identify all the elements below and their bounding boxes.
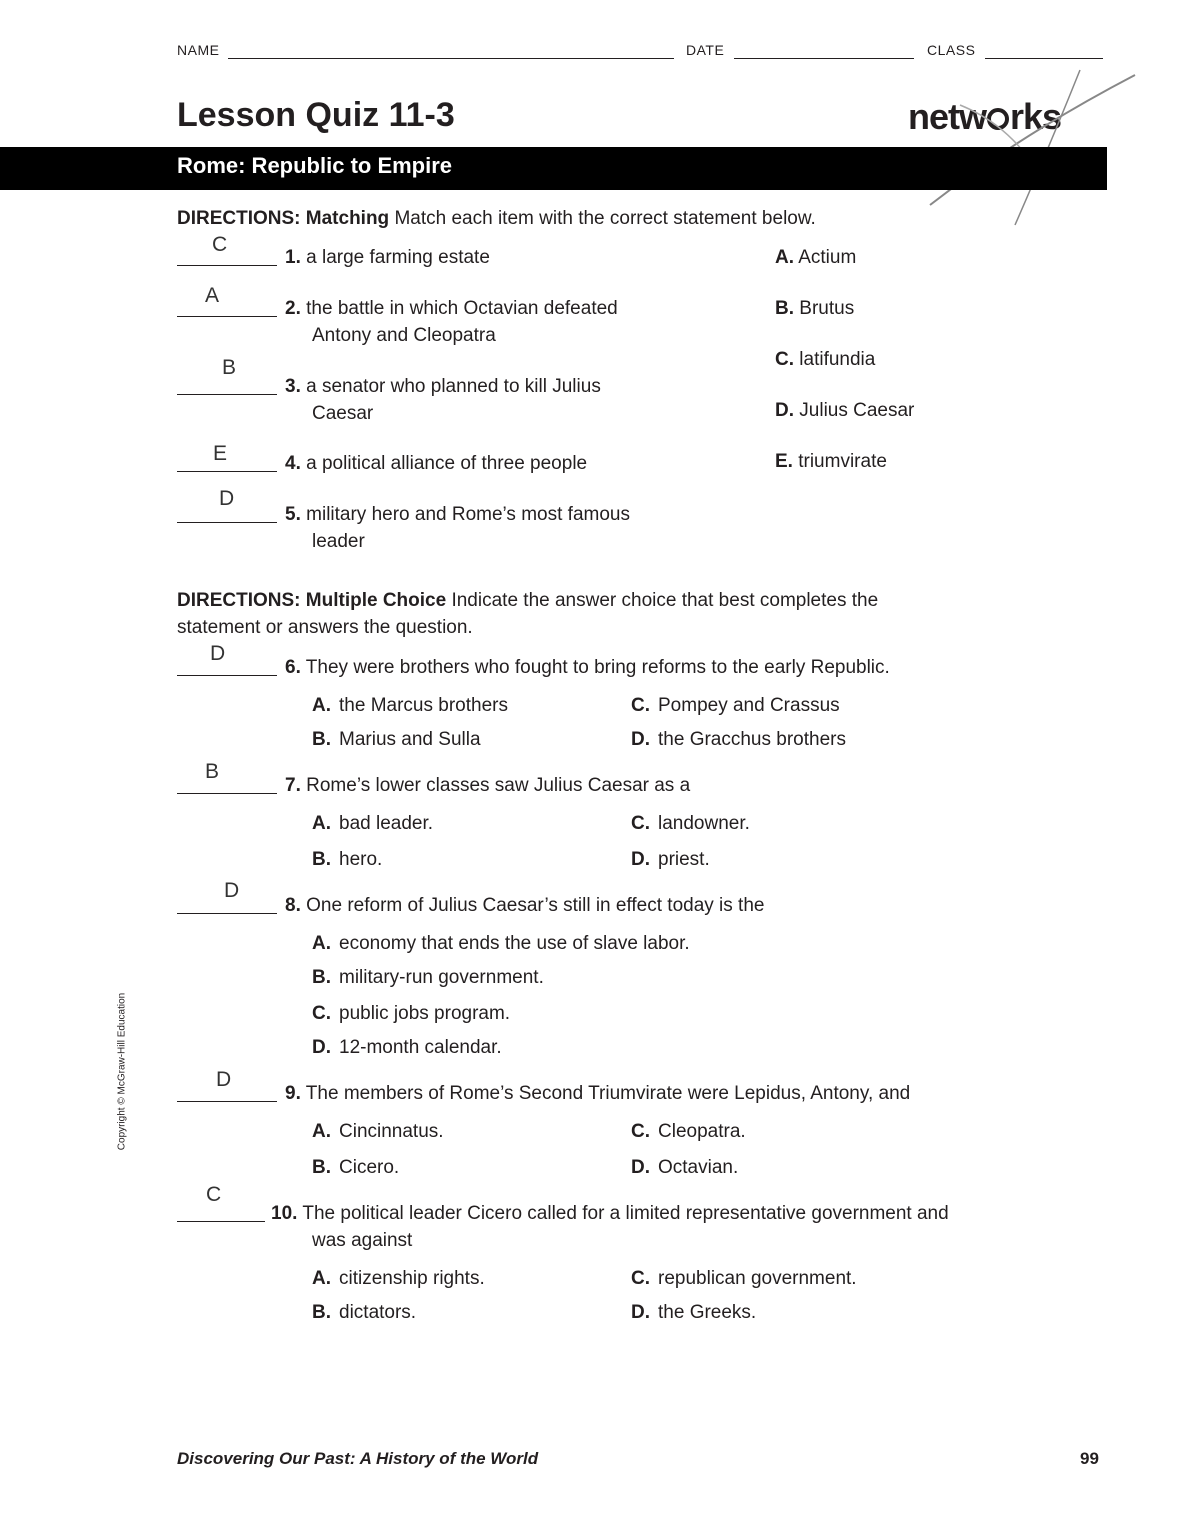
answer-1: C bbox=[212, 233, 228, 256]
q6-option-d: D. the Gracchus brothers bbox=[631, 729, 846, 750]
q6-option-a: A. the Marcus brothers bbox=[312, 695, 508, 716]
matching-directions: DIRECTIONS: Matching Match each item with the correct statement below. bbox=[177, 208, 816, 229]
match-item-5: 5. military hero and Rome’s most famous bbox=[285, 504, 630, 525]
networks-logo: netw rks bbox=[908, 96, 1062, 137]
question-10-cont: was against bbox=[312, 1230, 413, 1251]
answer-blank-9[interactable] bbox=[177, 1101, 277, 1102]
answer-5: D bbox=[219, 487, 235, 510]
match-item-2-cont: Antony and Cleopatra bbox=[312, 325, 496, 346]
answer-blank-3[interactable] bbox=[177, 394, 277, 395]
q10-option-d: D. the Greeks. bbox=[631, 1302, 757, 1323]
answer-3: B bbox=[222, 356, 237, 379]
question-9: 9. The members of Rome’s Second Triumvirate were Lepidus, Antony, and bbox=[285, 1083, 911, 1104]
banner-title: Rome: Republic to Empire bbox=[177, 153, 453, 178]
answer-4: E bbox=[213, 442, 228, 465]
book-title: Discovering Our Past: A History of the World bbox=[177, 1449, 539, 1468]
answer-10: C bbox=[206, 1183, 222, 1206]
mc-directions: DIRECTIONS: Multiple Choice Indicate the answer choice that best completes the bbox=[177, 590, 879, 611]
class-field[interactable] bbox=[985, 58, 1103, 59]
q9-option-d: D. Octavian. bbox=[631, 1157, 739, 1178]
answer-7: B bbox=[205, 760, 220, 783]
answer-6: D bbox=[210, 642, 226, 665]
mc-directions-cont: statement or answers the question. bbox=[177, 617, 473, 638]
question-8: 8. One reform of Julius Caesar’s still in effect today is the bbox=[285, 895, 765, 916]
date-label: DATE bbox=[686, 42, 725, 58]
match-item-3: 3. a senator who planned to kill Julius bbox=[285, 376, 601, 397]
question-10: 10. The political leader Cicero called for a limited representative government and bbox=[271, 1203, 949, 1224]
date-field[interactable] bbox=[734, 58, 914, 59]
name-label: NAME bbox=[177, 42, 220, 58]
q9-option-b: B. Cicero. bbox=[312, 1157, 400, 1178]
q8-option-d: D. 12-month calendar. bbox=[312, 1037, 502, 1058]
q8-option-b: B. military-run government. bbox=[312, 967, 544, 988]
name-field[interactable] bbox=[228, 58, 674, 59]
match-choice-d: D. Julius Caesar bbox=[775, 400, 915, 421]
q7-option-b: B. hero. bbox=[312, 849, 383, 870]
answer-blank-5[interactable] bbox=[177, 522, 277, 523]
match-item-1: 1. a large farming estate bbox=[285, 247, 490, 268]
title-banner bbox=[0, 147, 1107, 190]
match-item-3-cont: Caesar bbox=[312, 403, 374, 424]
q9-option-a: A. Cincinnatus. bbox=[312, 1121, 444, 1142]
answer-blank-8[interactable] bbox=[177, 913, 277, 914]
match-choice-e: E. triumvirate bbox=[775, 451, 887, 472]
q10-option-b: B. dictators. bbox=[312, 1302, 417, 1323]
q6-option-b: B. Marius and Sulla bbox=[312, 729, 481, 750]
q7-option-a: A. bad leader. bbox=[312, 813, 434, 834]
q9-option-c: C. Cleopatra. bbox=[631, 1121, 746, 1142]
answer-blank-4[interactable] bbox=[177, 471, 277, 472]
answer-blank-10[interactable] bbox=[177, 1221, 265, 1222]
match-item-2: 2. the battle in which Octavian defeated bbox=[285, 298, 618, 319]
q7-option-d: D. priest. bbox=[631, 849, 710, 870]
q10-option-a: A. citizenship rights. bbox=[312, 1268, 485, 1289]
match-choice-b: B. Brutus bbox=[775, 298, 855, 319]
match-choice-c: C. latifundia bbox=[775, 349, 876, 370]
page-title: Lesson Quiz 11-3 bbox=[177, 96, 455, 134]
question-6: 6. They were brothers who fought to bring reforms to the early Republic. bbox=[285, 657, 890, 678]
copyright-notice: Copyright © McGraw-Hill Education bbox=[116, 992, 128, 1151]
match-choice-a: A. Actium bbox=[775, 247, 857, 268]
q8-option-a: A. economy that ends the use of slave labor. bbox=[312, 933, 690, 954]
answer-blank-2[interactable] bbox=[177, 316, 277, 317]
answer-blank-1[interactable] bbox=[177, 265, 277, 266]
match-item-5-cont: leader bbox=[312, 531, 365, 552]
page-number: 99 bbox=[1080, 1449, 1099, 1468]
class-label: CLASS bbox=[927, 42, 976, 58]
answer-8: D bbox=[224, 879, 240, 902]
question-7: 7. Rome’s lower classes saw Julius Caesar as a bbox=[285, 775, 691, 796]
match-item-4: 4. a political alliance of three people bbox=[285, 453, 588, 474]
q8-option-c: C. public jobs program. bbox=[312, 1003, 511, 1024]
answer-blank-6[interactable] bbox=[177, 675, 277, 676]
answer-blank-7[interactable] bbox=[177, 793, 277, 794]
answer-2: A bbox=[205, 284, 220, 307]
q6-option-c: C. Pompey and Crassus bbox=[631, 695, 840, 716]
q10-option-c: C. republican government. bbox=[631, 1268, 857, 1289]
answer-9: D bbox=[216, 1068, 232, 1091]
q7-option-c: C. landowner. bbox=[631, 813, 750, 834]
